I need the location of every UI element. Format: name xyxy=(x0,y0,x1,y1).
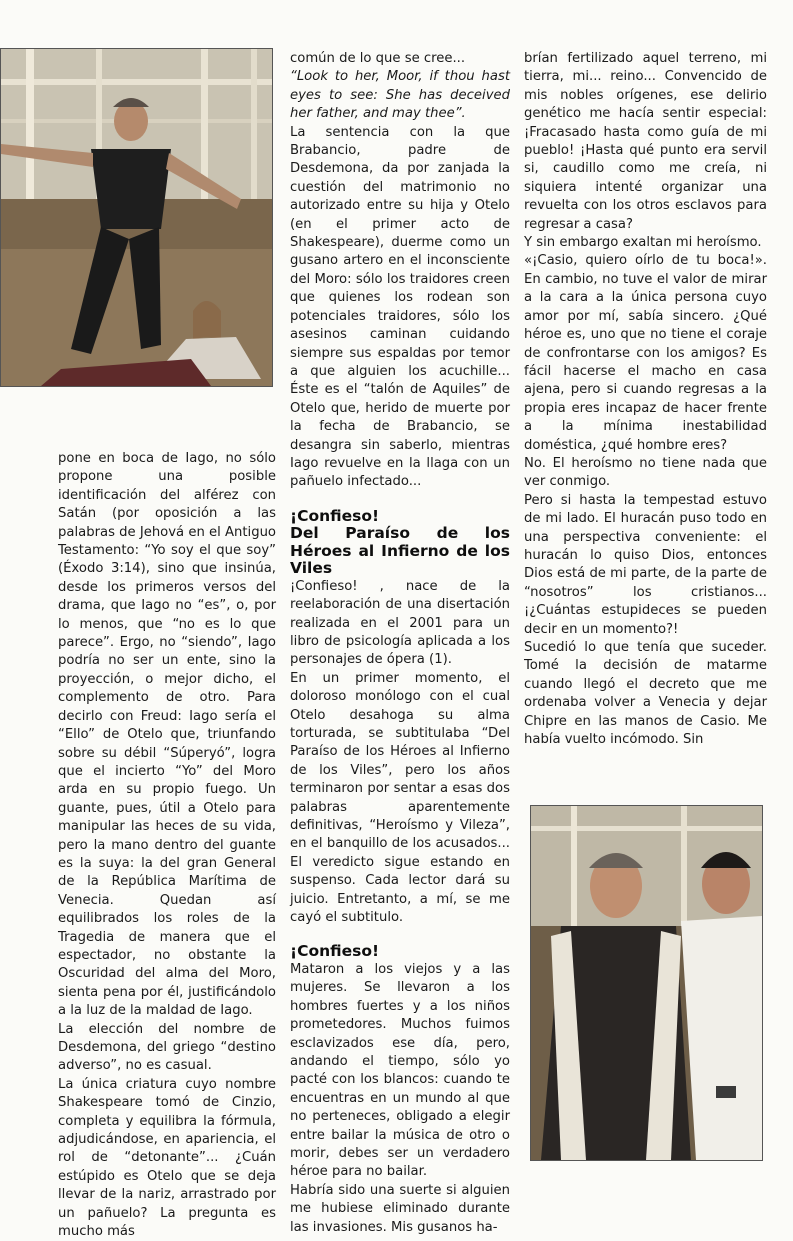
paragraph: brían fertilizado aquel terreno, mi tierra, mi... reino... Convencido de mis nobles orígenes, ese delirio genético me hacía sentir especial: ¡Fracasado hasta como guía de mi pueblo! ¡Hasta qué punto era servil si, caudillo como me creía, ni siquiera intenté organizar una revuelta con los otros esclavos para regresar a casa? xyxy=(524,51,767,232)
paragraph: En un primer momento, el doloroso monólogo con el cual Otelo desahoga su alma torturada, se subtitulaba “Del Paraíso de los Héroes al Infierno de los Viles”, pero los años terminaron por sentar a esas dos palabras aparentemente definitivas, “Heroísmo y Vileza”, en el banquillo de los acusados... El veredicto sigue estando en suspenso. Cada lector dará su juicio. Entretanto, a mí, se me cayó el subtitulo. xyxy=(290,670,510,926)
paragraph: ¡Confieso! , nace de la reelaboración de una disertación realizada en el 2001 para un libro de psicología aplicada a los personajes de ópera (1). xyxy=(290,578,510,668)
paragraph: común de lo que se cree... xyxy=(290,51,466,66)
article-column-3 xyxy=(524,50,767,749)
rehearsal-photo-top xyxy=(0,48,273,387)
article-column-1 xyxy=(58,450,276,1241)
rehearsal-photo-bottom xyxy=(530,805,763,1161)
section-heading-line-1: ¡Confieso! xyxy=(290,506,380,525)
paragraph: Sucedió lo que tenía que suceder. Tomé la decisión de matarme cuando llegó el decreto que me ordenaba volver a Venecia y dejar Chipre en las manos de Casio. Me había vuelto incómodo. Sin xyxy=(524,640,767,748)
paragraph: No. El heroísmo no tiene nada que ver conmigo. xyxy=(524,455,767,490)
paragraph: Habría sido una suerte si alguien me hubiese eliminado durante las invasiones. Mis gusanos ha- xyxy=(290,1182,510,1235)
paragraph: La sentencia con la que Brabancio, padre de Desdemona, da por zanjada la cuestión del matrimonio no autorizado entre su hija y Otelo (en el primer acto de Shakespeare), duerme como un gusano artero en el inconsciente del Moro: sólo los traidores creen que quienes los rodean son potenciales traidores, sólo los asesinos caminan cuidando siempre sus espaldas por temor a que alguien los acuchille... Éste es el “talón de Aquiles” de Otelo que, herido de muerte por la fecha de Brabancio, se desangra sin saberlo, mientras Iago revuelve en la llaga con un pañuelo infectado... xyxy=(290,124,510,490)
paragraph: «¡Casio, quiero oírlo de tu boca!». En cambio, no tuve el valor de mirar a la cara a la única persona cuyo amor por mí, sabía sincero. ¿Qué héroe es, uno que no tiene el coraje de confrontarse con los amigos? Es fácil hacerse el macho en casa ajena, pero si cuando regresas a la propia eres incapaz de hacer frente a la mínima inestabilidad doméstica, ¿qué hombre eres? xyxy=(524,253,767,453)
paragraph: La elección del nombre de Desdemona, del griego “destino adverso”, no es casual. xyxy=(58,1021,276,1074)
section-heading xyxy=(290,508,510,578)
article-column-2 xyxy=(290,50,510,1237)
paragraph: pone en boca de Iago, no sólo propone una posible identificación del alférez con Satán (por oposición a las palabras de Jehová en el Antiguo Testamento: “Yo soy el que soy” (Éxodo 3:14), sino que insinúa, desde los primeros versos del drama, que Iago no “es”, o, por lo menos, que “no es lo que parece”. Ergo, no “siendo”, Iago podría no ser un ente, sino la proyección, o mejor dicho, el complemento de otro. Para decirlo con Freud: Iago sería el “Ello” de Otelo que, triunfando sobre su débil “Súperyó”, logra que el incierto “Yo” del Moro arda en su propio fuego. Un guante, pues, útil a Otelo para manipular las heces de su vida, pero la mano dentro del guante es la suya: la del gran General de la República Marítima de Venecia. Quedan así equilibrados los roles de la Tragedia de manera que el espectador, no obstante la Oscuridad del alma del Moro, sienta pena por él, justificándolo a la luz de la maldad de Iago. xyxy=(58,451,276,1019)
paragraph: Mataron a los viejos y a las mujeres. Se llevaron a los hombres fuertes y a los niños prometedores. Muchos fuimos esclavizados ese día, pero, andando el tiempo, sólo yo pacté con los blancos: cuando te encuentras en un mundo al que no perteneces, obligado a elegir entre bailar la música de otro o morir, debes ser un verdadero héroe para no bailar. xyxy=(290,961,510,1180)
paragraph: Pero si hasta la tempestad estuvo de mi lado. El huracán puso todo en una perspectiva conveniente: el huracán lo quiso Dios, entonces Dios está de mi parte, de la parte de “nosotros” los cristianos... ¡¿Cuántas estupideces se pueden decir en un momento?! xyxy=(524,492,767,637)
section-heading-line-2: Del Paraíso de los Héroes al Infierno de los Viles xyxy=(290,524,510,578)
section-heading-confieso: ¡Confieso! xyxy=(290,942,380,961)
paragraph: Y sin embargo exaltan mi heroísmo. xyxy=(524,235,762,251)
paragraph: La única criatura cuyo nombre Shakespeare tomó de Cinzio, completa y equilibra la fórmula, adjudicándose, en apariencia, el rol de “detonante”... ¿Cuán estúpido es Otelo que se deja llevar de la nariz, arrastrado por un pañuelo? La pregunta es mucho más xyxy=(58,1076,276,1240)
shakespeare-quote: “Look to her, Moor, if thou hast eyes to see: She has deceived her father, and may thee”. xyxy=(290,69,510,122)
